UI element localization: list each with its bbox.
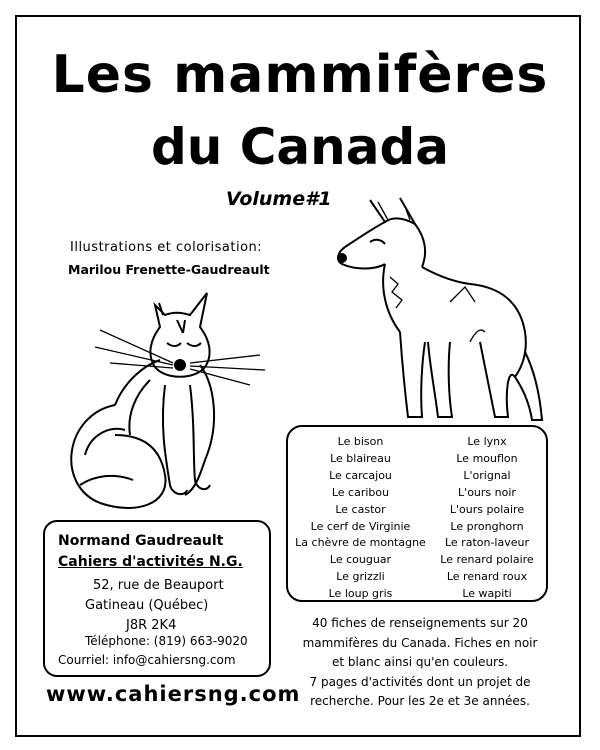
website-link[interactable]: www.cahiersng.com xyxy=(46,682,301,706)
list-item: L'orignal xyxy=(463,468,511,482)
street-address: 52, rue de Beauport xyxy=(93,578,224,593)
description-text xyxy=(286,614,554,712)
contact-box xyxy=(43,520,271,677)
title-line-1: Les mammifères xyxy=(51,45,549,105)
list-item: Le loup gris xyxy=(328,587,393,601)
description-line: 7 pages d'activités dont un projet de xyxy=(309,674,531,689)
list-item: L'ours polaire xyxy=(449,502,525,516)
list-item: Le castor xyxy=(335,502,386,516)
description-line: et blanc ainsi qu'en couleurs. xyxy=(331,655,509,669)
description-line: recherche. Pour les 2e et 3e années. xyxy=(310,694,530,708)
description-line: 40 fiches de renseignements sur 20 xyxy=(312,616,528,630)
list-item: La chèvre de montagne xyxy=(295,536,426,550)
animal-list-right xyxy=(428,434,546,603)
animal-list-left xyxy=(288,434,433,603)
wolf-illustration xyxy=(330,192,550,424)
illustrations-label: Illustrations et colorisation: xyxy=(70,240,263,255)
list-item: Le caribou xyxy=(331,485,390,499)
city-address: Gatineau (Québec) xyxy=(85,598,209,613)
list-item: Le renard polaire xyxy=(440,553,534,567)
animal-list-box xyxy=(286,425,548,602)
list-item: Le pronghorn xyxy=(450,519,524,533)
list-item: Le blaireau xyxy=(330,451,391,465)
list-item: Le wapiti xyxy=(462,587,512,601)
contact-name: Normand Gaudreault xyxy=(58,533,224,549)
list-item: Le carcajou xyxy=(329,468,392,482)
list-item: Le raton-laveur xyxy=(444,536,529,550)
list-item: Le renard roux xyxy=(446,570,528,584)
email-address[interactable]: Courriel: info@cahiersng.com xyxy=(58,653,236,667)
company-name: Cahiers d'activités N.G. xyxy=(58,554,243,570)
list-item: Le lynx xyxy=(467,435,507,448)
title-line-2: du Canada xyxy=(150,118,450,176)
list-item: Le couguar xyxy=(329,553,392,567)
postal-code: J8R 2K4 xyxy=(126,618,177,633)
arctic-fox-illustration xyxy=(55,285,275,515)
list-item: Le cerf de Virginie xyxy=(310,519,411,533)
list-item: Le bison xyxy=(337,435,384,448)
list-item: L'ours noir xyxy=(458,485,516,499)
list-item: Le mouflon xyxy=(456,451,518,465)
phone-number: Téléphone: (819) 663-9020 xyxy=(85,634,248,648)
illustrator-name: Marilou Frenette-Gaudreault xyxy=(68,262,270,277)
list-item: Le grizzli xyxy=(336,570,385,584)
volume-label: Volume#1 xyxy=(226,188,332,210)
description-line: mammifères du Canada. Fiches en noir xyxy=(302,635,538,650)
